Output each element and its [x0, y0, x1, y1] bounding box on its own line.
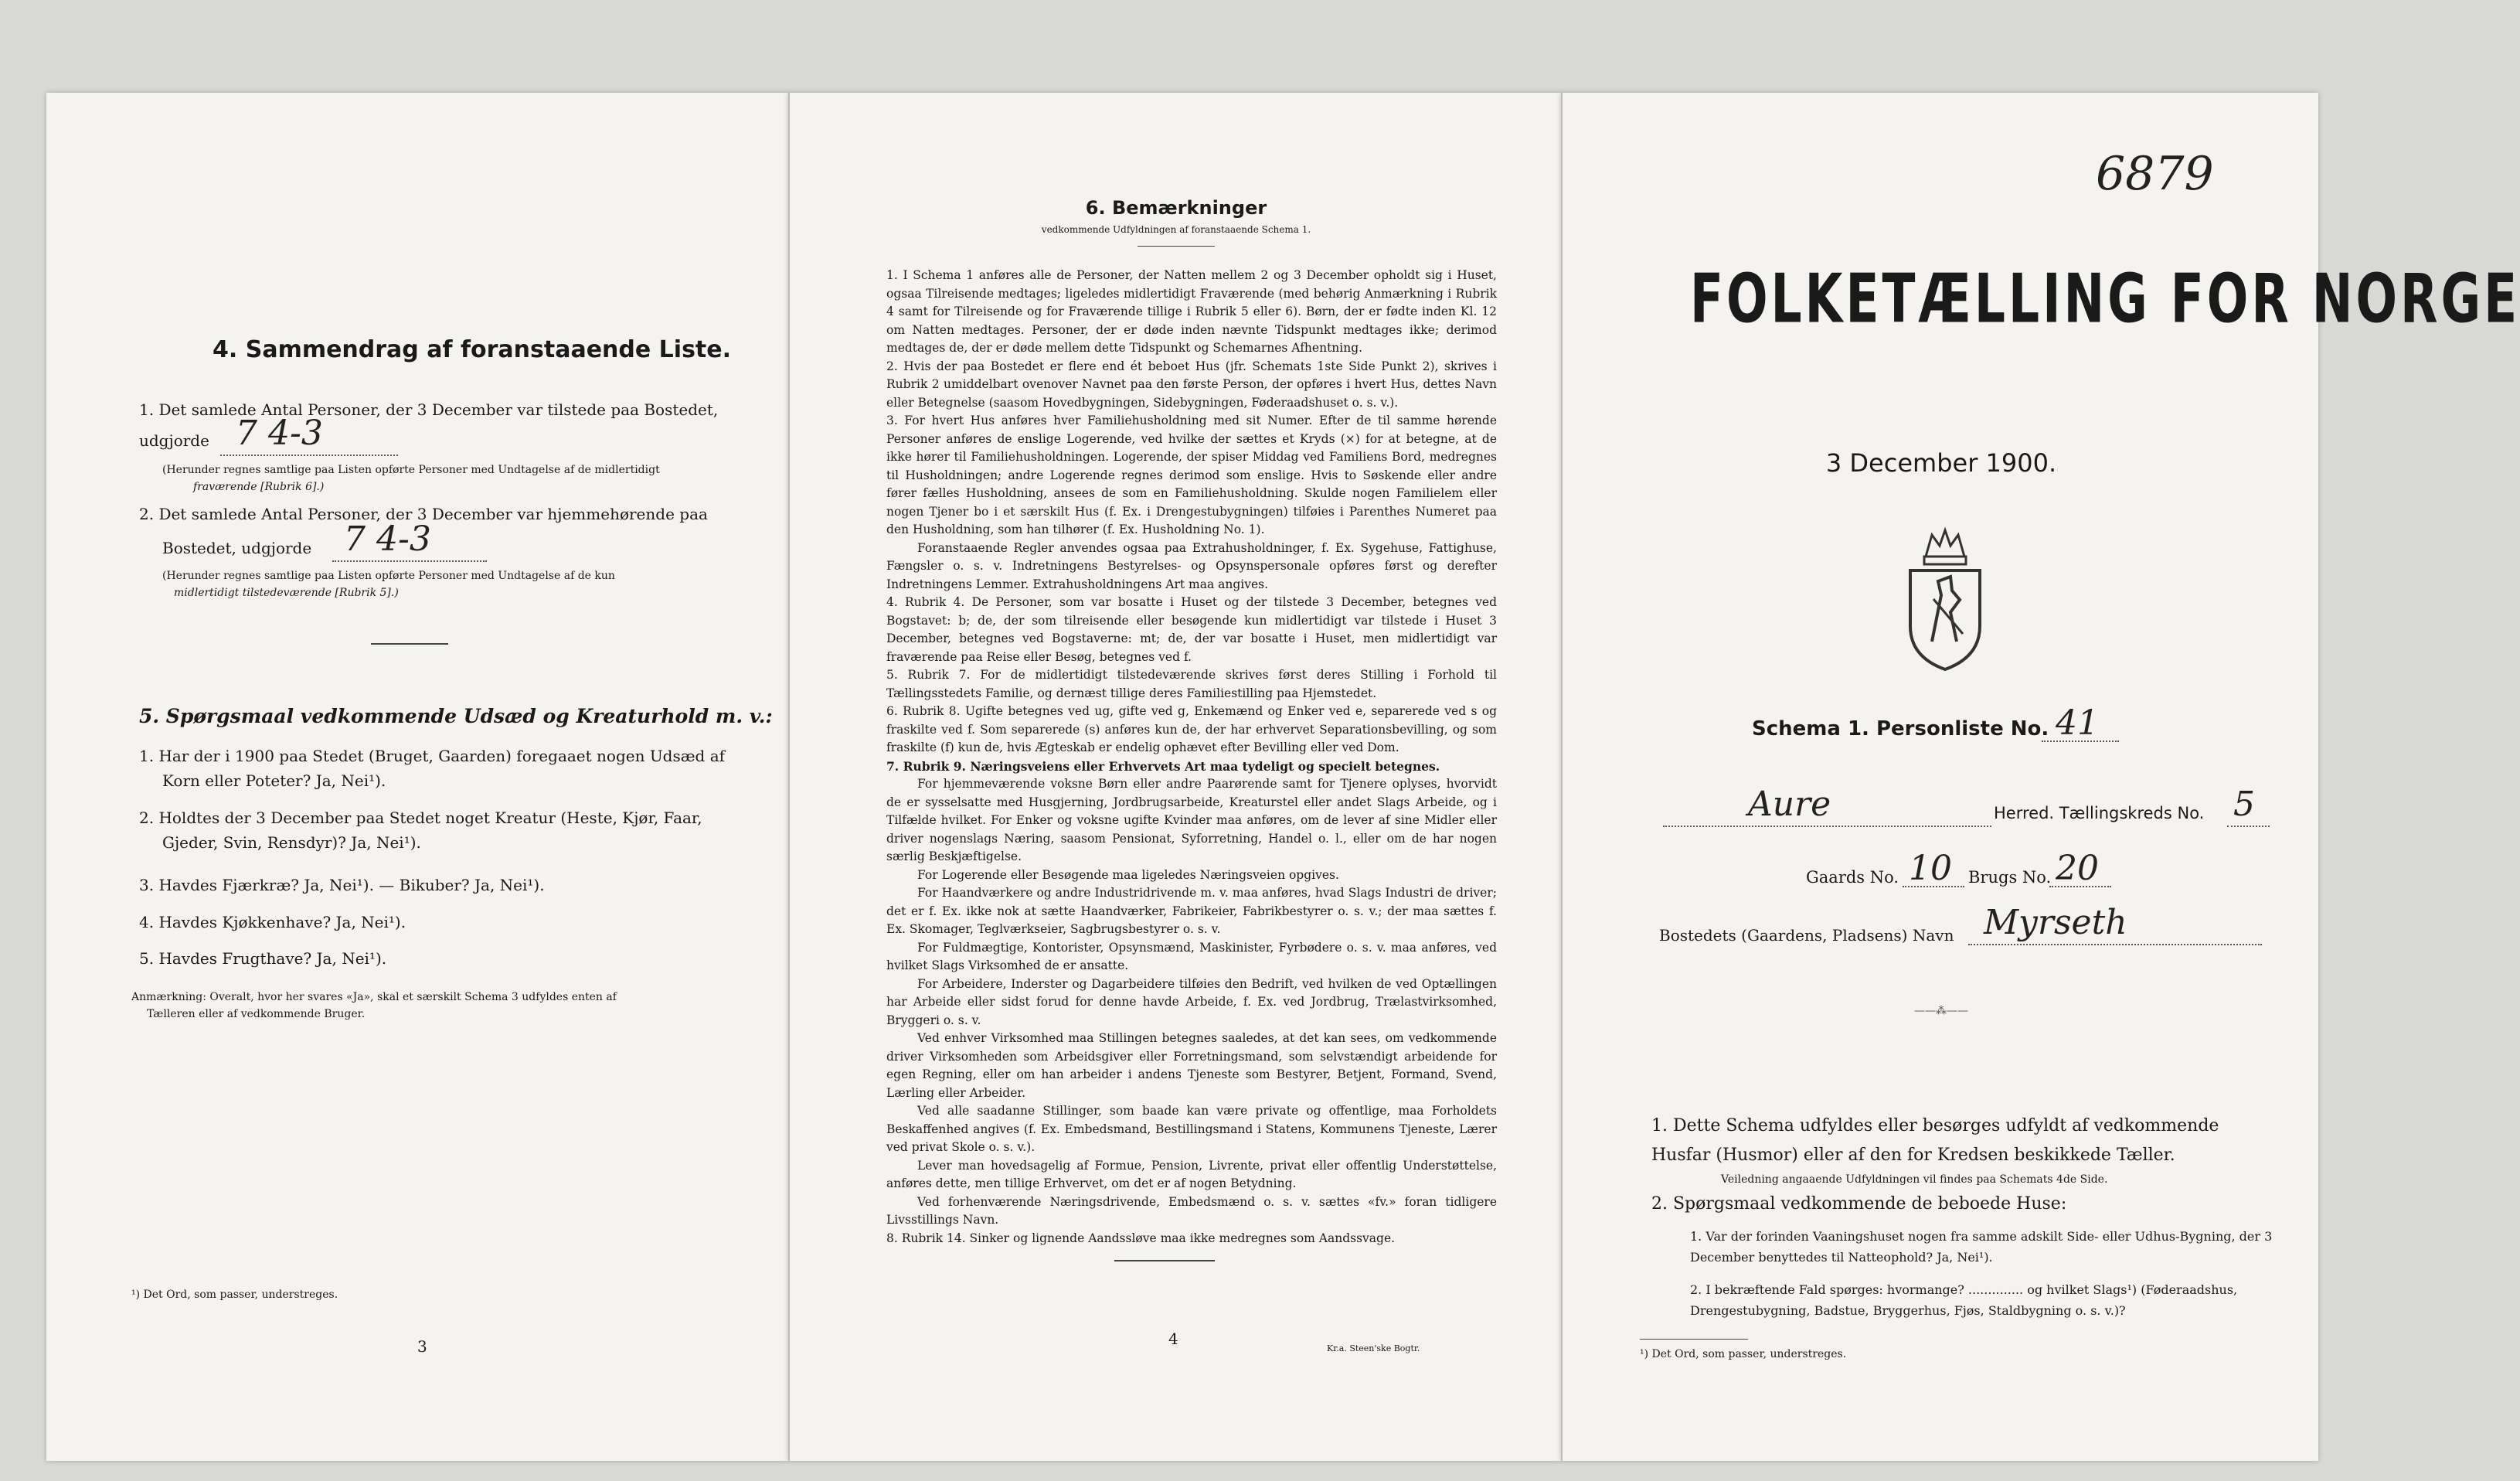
- gaards-value: 10: [1903, 849, 1964, 887]
- q2-line-a: 2. Holdtes der 3 December paa Stedet noget Kreatur (Heste, Kjør, Faar,: [139, 809, 702, 827]
- remark-item: 1. I Schema 1 anføres alle de Personer, der Natten mellem 2 og 3 December opholdt sig i Huset, ogsaa Tilreisende medtages; ligeledes midlertidigt Fraværende (med behørig Anmærkning i Rubrik 4 samt for Tilreisende og for Fraværende tillige i Rubrik 5 eller 6). Børn, der er fødte inden Kl. 12 om Natten medtages. Personer, der er døde inden nævnte Tidspunkt medtages ikke; derimod medtages de, der er døde mellem dette Tidspunkt og Schemarnes Afhentning.: [886, 268, 1497, 355]
- remark-item: For hjemmeværende voksne Børn eller andre Paarørende samt for Tjenere oplyses, hvorvidt de er sysselsatte med Husgjerning, Jordbrugsarbeide, Kreaturstel eller andet Slags Arbeide, og i Tilfælde hvilket. For Enker og voksne ugifte Kvinder maa anføres, om de lever af sine Midler eller driver nogenslags Næring, saasom Pensionat, Syforretning, Handel o. l., eller om de har nogen særlig Beskjæftigelse.: [886, 777, 1497, 863]
- remark-item: 4. Rubrik 4. De Personer, som var bosatte i Huset og der tilstede 3 December, betegnes ved Bogstavet: b; de, der som tilreisende eller besøgende kun midlertidigt var tilstede i Huset 3 December, betegnes ved Bogstaverne: mt; de, der var bosatte i Huset, men midlertidigt var fraværende paa Reise eller Besøg, betegnes ved f.: [886, 595, 1497, 664]
- schema-label: Schema 1. Personliste No.: [1752, 717, 2049, 740]
- section5-title: 5. Spørgsmaal vedkommende Udsæd og Kreaturhold m. v.:: [139, 705, 773, 727]
- footnote: ¹) Det Ord, som passer, understreges.: [1640, 1348, 1847, 1360]
- instruction-2-2: 2. I bekræftende Fald spørges: hvormange? .............. og hvilket Slags¹) (Føderaadshus, Drengestubygning, Badstue, Bryggerhus, Fjøs, Staldbygning o. s. v.)?: [1690, 1282, 2238, 1318]
- main-title: FOLKETÆLLING FOR NORGE: [1690, 259, 2520, 339]
- q2-line-b: Gjeder, Svin, Rensdyr)? Ja, Nei¹).: [162, 833, 421, 852]
- item1-note-b: fraværende [Rubrik 6].): [193, 481, 325, 493]
- divider: [1138, 246, 1215, 247]
- herred-value: Aure: [1663, 785, 1991, 827]
- schema-value: 41: [2042, 703, 2119, 742]
- remark-item: 6. Rubrik 8. Ugifte betegnes ved ug, gifte ved g, Enkemænd og Enker ved e, separerede ved s og fraskilte ved f. Som separerede (s) anføres kun de, der har erhvervet Separationsbevilling, og som fraskilte (f) kun de, hvis Ægteskab er endelig ophævet efter Bevilling eller ved Dom.: [886, 704, 1497, 754]
- instruction-1-note: Veiledning angaaende Udfyldningen vil findes paa Schemats 4de Side.: [1721, 1173, 2108, 1186]
- item1-text: 1. Det samlede Antal Personer, der 3 December var tilstede paa Bostedet,: [139, 400, 719, 419]
- q1-line-b: Korn eller Poteter? Ja, Nei¹).: [162, 771, 386, 790]
- herred-label: Herred. Tællingskreds No.: [1994, 804, 2205, 822]
- coat-of-arms-icon: [1903, 526, 1988, 672]
- instruction-1: 1. Dette Schema udfyldes eller besørges udfyldt af vedkommende Husfar (Husmor) eller af den for Kredsen beskikkede Tæller.: [1651, 1116, 2219, 1165]
- remark-item: For Arbeidere, Inderster og Dagarbeidere tilføies den Bedrift, ved hvilken de ved Optællingen har Arbeide eller sidst forud for denne havde Arbeide, f. Ex. ved Jordbrug, Trælastvirksomhed, Bryggeri o. s. v.: [886, 976, 1497, 1027]
- page-number: 4: [1168, 1329, 1178, 1348]
- ornament: ——⁂——: [1914, 1005, 1968, 1017]
- bosted-label: Bostedets (Gaardens, Pladsens) Navn: [1659, 926, 1954, 945]
- remark-item: 2. Hvis der paa Bostedet er flere end ét beboet Hus (jfr. Schemats 1ste Side Punkt 2), skrives i Rubrik 2 umiddelbart ovenover Navnet paa den første Person, der opføres i hvert Hus, dettes Navn eller Betegnelse (saasom Hovedbygningen, Sidebygningen, Føderaadshuset o. s. v.).: [886, 359, 1497, 410]
- remark-item: Foranstaaende Regler anvendes ogsaa paa Extrahusholdninger, f. Ex. Sygehuse, Fattighuse, Fængsler o. s. v. Indretningens Bestyrelses- og Opsynspersonale opføres først og derefter Indretningens Lemmer. Extrahusholdningens Art maa angives.: [886, 540, 1497, 591]
- remarks-title: 6. Bemærkninger: [1085, 197, 1267, 219]
- item1-value: 7 4-3: [220, 414, 398, 456]
- q3: 3. Havdes Fjærkræ? Ja, Nei¹). — Bikuber? Ja, Nei¹).: [139, 876, 545, 894]
- footnote: ¹) Det Ord, som passer, understreges.: [131, 1289, 338, 1301]
- item2-note-b: midlertidigt tilstedeværende [Rubrik 5].): [174, 587, 399, 599]
- kreds-value: 5: [2227, 785, 2270, 827]
- bosted-value: Myrseth: [1968, 903, 2262, 945]
- divider: [371, 643, 448, 645]
- page-middle: [788, 93, 1561, 1461]
- remark-item: Lever man hovedsagelig af Formue, Pension, Livrente, privat eller offentlig Understøttelse, anføres dette, men tillige Erhvervet, om det er af nogen Betydning.: [886, 1158, 1497, 1190]
- item2-prefix: Bostedet, udgjorde: [162, 539, 312, 557]
- page-left: [46, 93, 788, 1461]
- remarks-list: [886, 267, 1497, 1248]
- annotation-line-b: Tælleren eller af vedkommende Bruger.: [147, 1008, 366, 1020]
- remarks-subtitle: vedkommende Udfyldningen af foranstaaende Schema 1.: [1041, 224, 1311, 235]
- instruction-2-1: 1. Var der forinden Vaaningshuset nogen fra samme adskilt Side- eller Udhus-Bygning, der 3 December benyttedes til Natteophold? Ja, Nei¹).: [1690, 1229, 2273, 1265]
- page-number: 3: [417, 1337, 427, 1356]
- item2-text: 2. Det samlede Antal Personer, der 3 December var hjemmehørende paa: [139, 505, 708, 523]
- brugs-label: Brugs No.: [1968, 868, 2052, 887]
- archive-number: 6879: [2096, 147, 2214, 201]
- remark-item: 3. For hvert Hus anføres hver Familiehusholdning med sit Numer. Efter de til samme hørende Personer anføres de enslige Logerende, ved hvilke der sættes et Kryds (×) for at betegne, at de ikke hører til Familiehusholdningen. Logerende, der spiser Middag ved Familiens Bord, medregnes til Husholdningen; andre Logerende regnes derimod som enslige. Hvis to Søskende eller andre fører fælles Husholdning, ansees de som en Familiehusholdning. Skulde nogen Familielem eller nogen Tjener bo i et særskilt Hus (f. Ex. i Drengestubygningen) tilføies i Parenthes Numeret paa den Husholdning, som han tilhører (f. Ex. Husholdning No. 1).: [886, 414, 1497, 536]
- gaards-label: Gaards No.: [1806, 868, 1899, 887]
- q4: 4. Havdes Kjøkkenhave? Ja, Nei¹).: [139, 913, 406, 931]
- remark-item: For Fuldmægtige, Kontorister, Opsynsmænd, Maskinister, Fyrbødere o. s. v. maa anføres, ved hvilket Slags Virksomhed de er ansatte.: [886, 940, 1497, 972]
- annotation-line-a: Anmærkning: Overalt, hvor her svares «Ja», skal et særskilt Schema 3 udfyldes enten af: [131, 991, 617, 1003]
- printer-mark: Kr.a. Steen'ske Bogtr.: [1327, 1343, 1420, 1353]
- divider: [1114, 1260, 1215, 1261]
- remark-item: Ved forhenværende Næringsdrivende, Embedsmænd o. s. v. sættes «fv.» foran tidligere Livsstillings Navn.: [886, 1194, 1497, 1227]
- item2-note-a: (Herunder regnes samtlige paa Listen opførte Personer med Undtagelse af de kun: [162, 570, 615, 582]
- census-date: 3 December 1900.: [1825, 448, 2057, 478]
- instruction-2: 2. Spørgsmaal vedkommende de beboede Huse:: [1651, 1194, 2067, 1214]
- remark-item: For Haandværkere og andre Industridrivende m. v. maa anføres, hvad Slags Industri de driver; det er f. Ex. ikke nok at sætte Haandværker, Fabrikeier, Fabrikbestyrer o. s. v.; der maa sættes f. Ex. Skomager, Teglværkseier, Sagbrugsbestyrer o. s. v.: [886, 886, 1497, 936]
- section4-title: 4. Sammendrag af foranstaaende Liste.: [213, 336, 732, 363]
- remark-item: Ved enhver Virksomhed maa Stillingen betegnes saaledes, at det kan sees, om vedkommende driver Virksomheden som Arbeidsgiver eller Forretningsmand, som selvstændigt arbeidende for egen Regning, eller om han arbeider i andens Tjeneste som Bestyrer, Betjent, Formand, Svend, Lærling eller Arbeider.: [886, 1031, 1497, 1100]
- brugs-value: 20: [2049, 849, 2111, 887]
- page-right: [1561, 93, 2520, 1461]
- remark-item: Ved alle saadanne Stillinger, som baade kan være private og offentlige, maa Forholdets Beskaffenhed angives (f. Ex. Embedsmand, Bestillingsmand i Statens, Kommunens Tjeneste, Lærer ved privat Skole o. s. v.).: [886, 1104, 1497, 1154]
- divider: [1640, 1339, 1748, 1340]
- q1-line-a: 1. Har der i 1900 paa Stedet (Bruget, Gaarden) foregaaet nogen Udsæd af: [139, 747, 726, 765]
- item1-note-a: (Herunder regnes samtlige paa Listen opførte Personer med Undtagelse af de midlertidigt: [162, 464, 660, 476]
- q5: 5. Havdes Frugthave? Ja, Nei¹).: [139, 949, 387, 968]
- item2-value: 7 4-3: [332, 519, 487, 562]
- remark-item: 5. Rubrik 7. For de midlertidigt tilstedeværende skrives først deres Stilling i Forhold til Tællingsstedets Familie, og dernæst tillige deres Familiestilling paa Hjemstedet.: [886, 668, 1497, 700]
- remark-item: 8. Rubrik 14. Sinker og lignende Aandssløve maa ikke medregnes som Aandssvage.: [886, 1231, 1396, 1245]
- remark-item: 7. Rubrik 9. Næringsveiens eller Erhvervets Art maa tydeligt og specielt betegnes.: [886, 758, 1440, 774]
- remark-item: For Logerende eller Besøgende maa ligeledes Næringsveien opgives.: [917, 867, 1339, 882]
- item1-prefix: udgjorde: [139, 431, 209, 450]
